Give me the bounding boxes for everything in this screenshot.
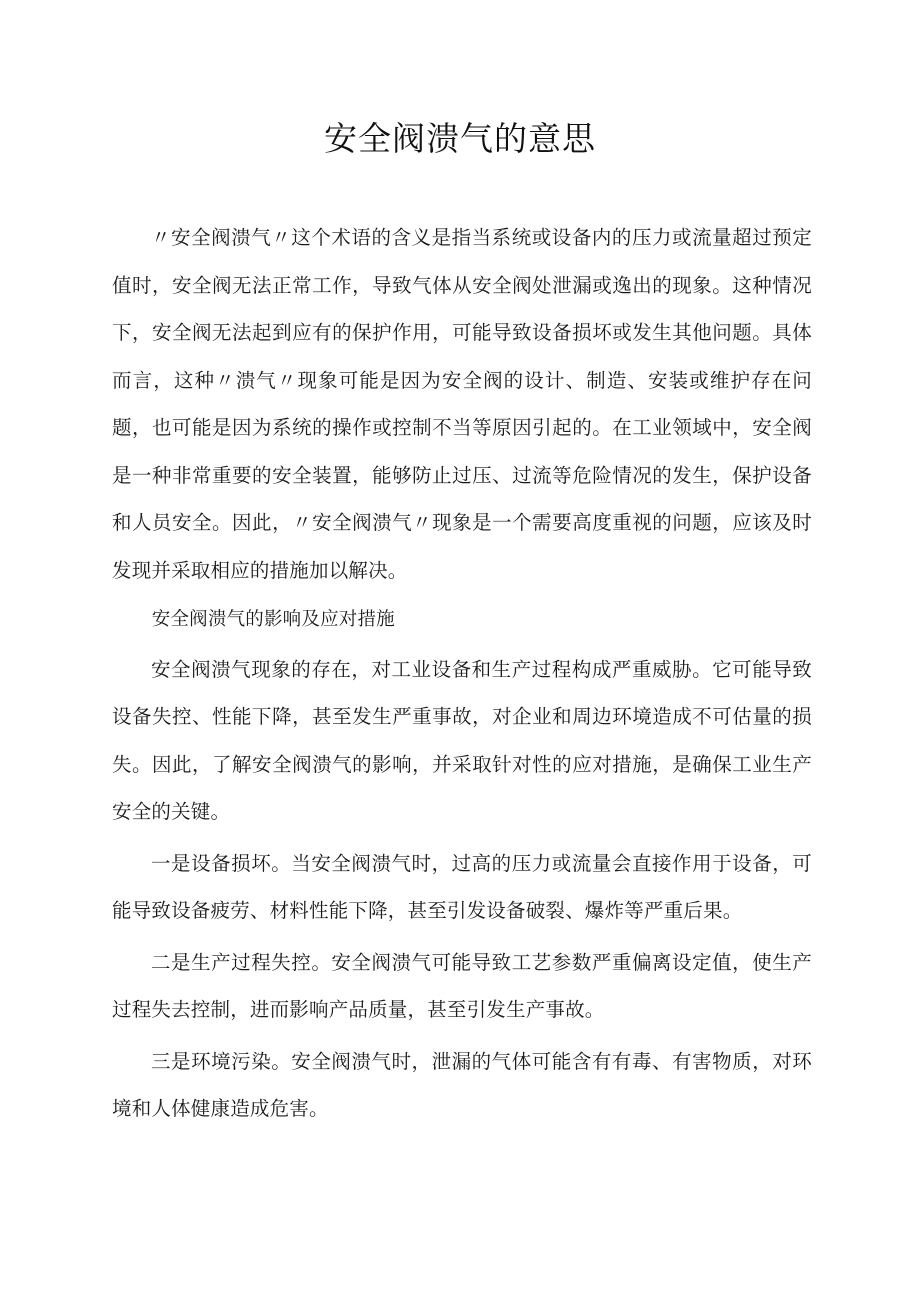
document-title: 安全阀溃气的意思 [324, 119, 596, 158]
paragraph-equipment-damage: 一是设备损坏。当安全阀溃气时，过高的压力或流量会直接作用于设备，可能导致设备疲劳、材料性能下降，甚至引发设备破裂、爆炸等严重后果。 [112, 851, 812, 922]
paragraph-definition: 〃安全阀溃气〃这个术语的含义是指当系统或设备内的压力或流量超过预定值时，安全阀无法正常工作，导致气体从安全阀处泄漏或逸出的现象。这种情况下，安全阀无法起到应有的保护作用，可能导致设备损坏或发生其他问题。具体而言，这种〃溃气〃现象可能是因为安全阀的设计、制造、安装或维护存在问题，也可能是因为系统的操作或控制不当等原因引起的。在工业领域中，安全阀是一种非常重要的安全装置，能够防止过压、过流等危险情况的发生，保护设备和人员安全。因此，〃安全阀溃气〃现象是一个需要高度重视的问题，应该及时发现并采取相应的措施加以解决。 [112, 226, 812, 582]
document-body [112, 214, 812, 1133]
paragraph-process-loss-of-control: 二是生产过程失控。安全阀溃气可能导致工艺参数严重偏离设定值，使生产过程失去控制，进而影响产品质量，甚至引发生产事故。 [112, 950, 812, 1021]
paragraph-impact: 安全阀溃气现象的存在，对工业设备和生产过程构成严重威胁。它可能导致设备失控、性能下降，甚至发生严重事故，对企业和周边环境造成不可估量的损失。因此，了解安全阀溃气的影响，并采取针对性的应对措施，是确保工业生产安全的关键。 [112, 657, 812, 823]
paragraph-environmental-pollution: 三是环境污染。安全阀溃气时，泄漏的气体可能含有有毒、有害物质，对环境和人体健康造成危害。 [112, 1049, 812, 1120]
section-heading: 安全阀溃气的影响及应对措施 [151, 609, 395, 630]
